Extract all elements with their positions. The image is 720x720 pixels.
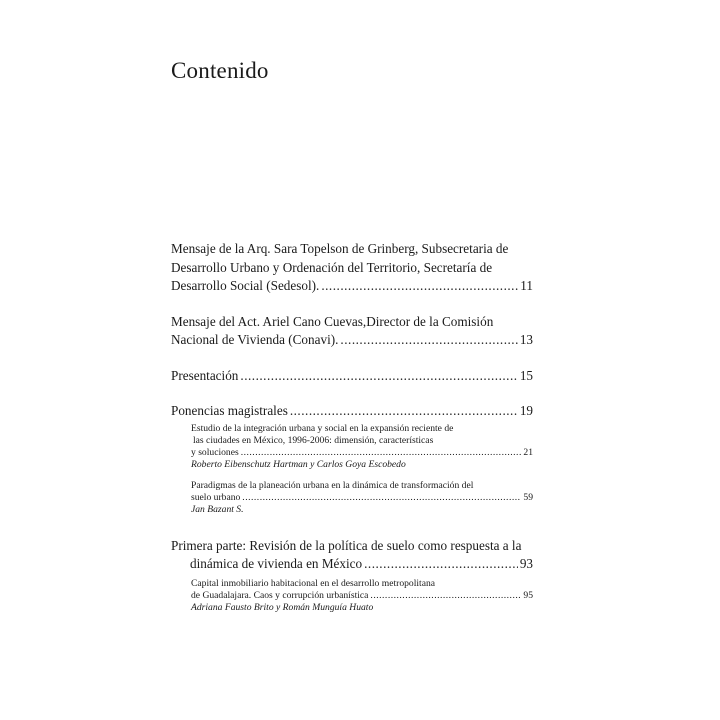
toc-subentry-line: las ciudades en México, 1996-2006: dimensión, características [193,434,434,446]
page-number: 59 [523,491,533,503]
toc-subentry-text: de Guadalajara. Caos y corrupción urbanística [191,589,369,601]
leader-dots [340,331,517,350]
toc-entry-line: Mensaje de la Arq. Sara Topelson de Grinberg, Subsecretaria de [171,241,509,256]
toc-entry-text: Desarrollo Social (Sedesol). [171,278,320,293]
toc-entry-line: Mensaje del Act. Ariel Cano Cuevas,Director de la Comisión [171,313,494,329]
toc-subentry[interactable] [191,423,533,472]
toc-subentry-line: Paradigmas de la planeación urbana en la dinámica de transformación del [191,479,474,491]
toc-entry-last-line [171,277,533,296]
toc-subentry-line: Capital inmobiliario habitacional en el desarrollo metropolitana [191,577,436,589]
toc-entry[interactable] [171,313,533,350]
page-number: 13 [519,332,533,347]
leader-dots [290,402,518,421]
toc-entry[interactable] [171,367,533,386]
toc-entry-text: Nacional de Vivienda (Conavi). [171,332,339,347]
toc-entry-last-line [171,331,533,350]
toc-entry-text: Ponencias magistrales [171,403,288,418]
toc-entry-text: Presentación [171,367,239,383]
leader-dots [364,555,518,574]
toc-subentry-text: y soluciones [191,447,239,459]
toc-subentries [171,423,533,517]
toc-subentry-last-line [191,590,533,602]
leader-dots [321,277,518,296]
toc-entry-text: dinámica de vivienda en México [190,556,363,572]
toc-entry[interactable] [171,402,533,517]
toc-subentry-last-line [191,447,533,459]
page-number: 21 [523,447,533,459]
page-number: 93 [519,556,533,572]
toc-entry[interactable] [171,537,533,615]
toc-entry-last-line [171,555,533,574]
toc-entry-line: Primera parte: Revisión de la política de suelo como respuesta a la [171,537,522,553]
leader-dots [242,492,521,504]
toc-subentry-last-line [191,492,533,504]
toc-subentries [171,578,533,615]
page-number: 19 [519,403,533,418]
page-number: 15 [519,367,533,383]
toc-subentry[interactable] [191,480,533,517]
toc-subentry-line: Estudio de la integración urbana y social en la expansión reciente de [191,422,454,434]
author-names: Adriana Fausto Brito y Román Munguía Huato [191,602,374,614]
toc-subentry[interactable] [191,578,533,615]
toc-entry-last-line [171,367,533,386]
page-number: 95 [523,589,533,601]
leader-dots [370,590,521,602]
page-number: 11 [520,278,533,293]
author-names: Jan Bazant S. [191,504,244,516]
author-names: Roberto Eibenschutz Hartman y Carlos Goya Escobedo [191,459,406,471]
page-title: Contenido [171,58,269,83]
leader-dots [240,367,517,386]
toc-entry[interactable] [171,240,533,296]
toc-list [171,240,533,631]
toc-entry-line: Desarrollo Urbano y Ordenación del Territorio, Secretaría de [171,259,493,275]
toc-entry-last-line [171,402,533,421]
toc-subentry-text: suelo urbano [191,491,241,503]
leader-dots [241,447,522,459]
